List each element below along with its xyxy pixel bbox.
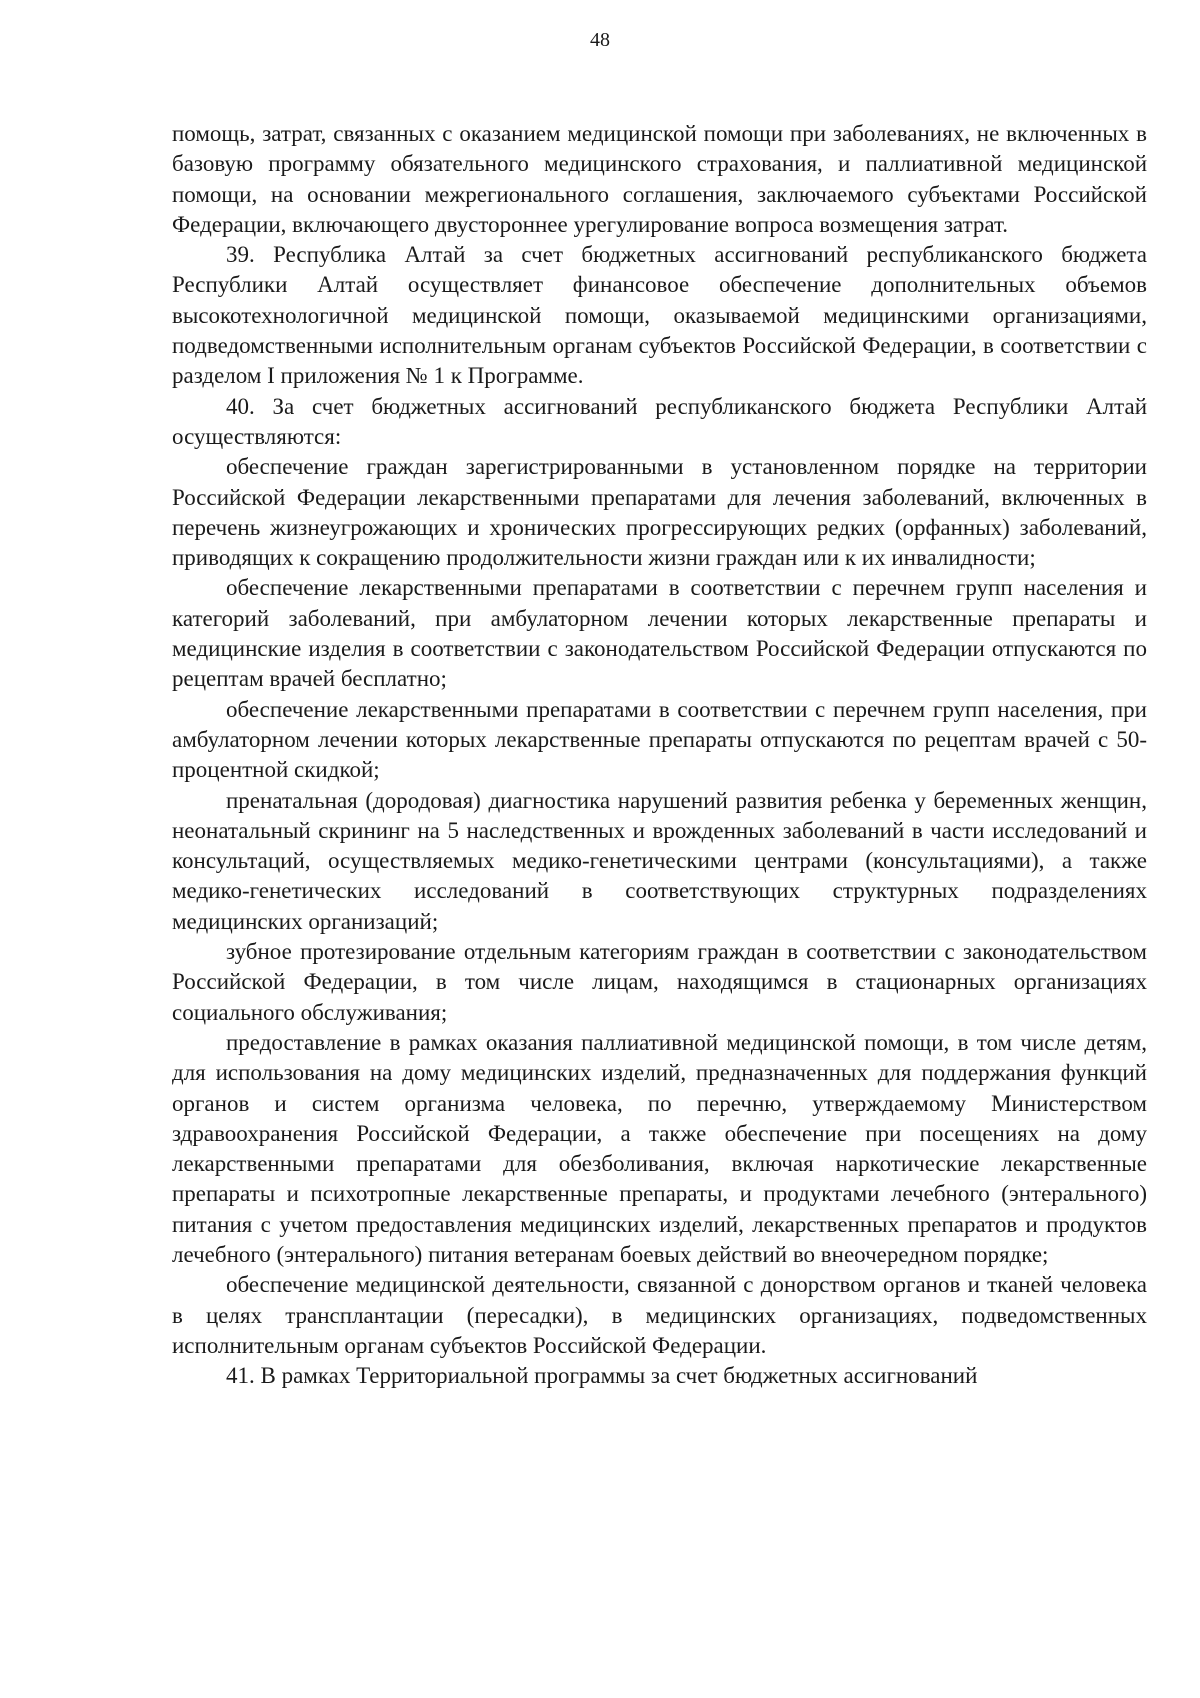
paragraph-organ-donation: обеспечение медицинской деятельности, связанной с донорством органов и тканей человека в целях трансплантации (пересадки), в медицинских организациях, подведомственных исполнительным органам субъектов Российской Федерации. [172, 1272, 1147, 1358]
paragraph-item-41: 41. В рамках Территориальной программы за счет бюджетных ассигнований [226, 1363, 978, 1389]
paragraph-free-drugs: обеспечение лекарственными препаратами в соответствии с перечнем групп населения и категорий заболеваний, при амбулаторном лечении которых лекарственные препараты и медицинские изделия в соответствии с законодательством Российской Федерации отпускаются по рецептам врачей бесплатно; [172, 575, 1147, 692]
paragraph-continuation: помощь, затрат, связанных с оказанием медицинской помощи при заболеваниях, не включенных в базовую программу обязательного медицинского страхования, и паллиативной медицинской помощи, на основании межрегионального соглашения, заключаемого субъектами Российской Федерации, включающего двустороннее урегулирование вопроса возмещения затрат. [172, 121, 1147, 237]
paragraph-palliative-care: предоставление в рамках оказания паллиативной медицинской помощи, в том числе детям, для использования на дому медицинских изделий, предназначенных для поддержания функций органов и систем организма человека, по перечню, утверждаемому Министерством здравоохранения Российской Федерации, а также обеспечение при посещениях на дому лекарственными препаратами для обезболивания, включая наркотические лекарственные препараты и психотропные лекарственные препараты, и продуктами лечебного (энтерального) питания с учетом предоставления медицинских изделий, лекарственных препаратов и продуктов лечебного (энтерального) питания ветеранам боевых действий во внеочередном порядке; [172, 1029, 1147, 1267]
paragraph-discount-drugs: обеспечение лекарственными препаратами в соответствии с перечнем групп населения, при амбулаторном лечении которых лекарственные препараты отпускаются по рецептам врачей с 50-процентной скидкой; [172, 696, 1147, 783]
paragraph-item-40: 40. За счет бюджетных ассигнований республиканского бюджета Республики Алтай осуществляются: [172, 393, 1147, 449]
document-body [172, 119, 1147, 1391]
paragraph-item-39: 39. Республика Алтай за счет бюджетных ассигнований республиканского бюджета Республики Алтай осуществляет финансовое обеспечение дополнительных объемов высокотехнологичной медицинской помощи, оказываемой медицинскими организациями, подведомственными исполнительным органам субъектов Российской Федерации, в соответствии с разделом I приложения № 1 к Программе. [172, 242, 1147, 389]
page-number: 48 [590, 29, 610, 51]
paragraph-dental-prosthetics: зубное протезирование отдельным категориям граждан в соответствии с законодательством Российской Федерации, в том числе лицам, находящимся в стационарных организациях социального обслуживания; [172, 939, 1147, 1025]
paragraph-prenatal-diagnostics: пренатальная (дородовая) диагностика нарушений развития ребенка у беременных женщин, неонатальный скрининг на 5 наследственных и врожденных заболеваний в части исследований и консультаций, осуществляемых медико-генетическими центрами (консультациями), а также медико-генетических исследований в соответствующих структурных подразделениях медицинских организаций; [172, 787, 1147, 934]
paragraph-orphan-drugs: обеспечение граждан зарегистрированными в установленном порядке на территории Российской Федерации лекарственными препаратами для лечения заболеваний, включенных в перечень жизнеугрожающих и хронических прогрессирующих редких (орфанных) заболеваний, приводящих к сокращению продолжительности жизни граждан или к их инвалидности; [172, 454, 1147, 571]
